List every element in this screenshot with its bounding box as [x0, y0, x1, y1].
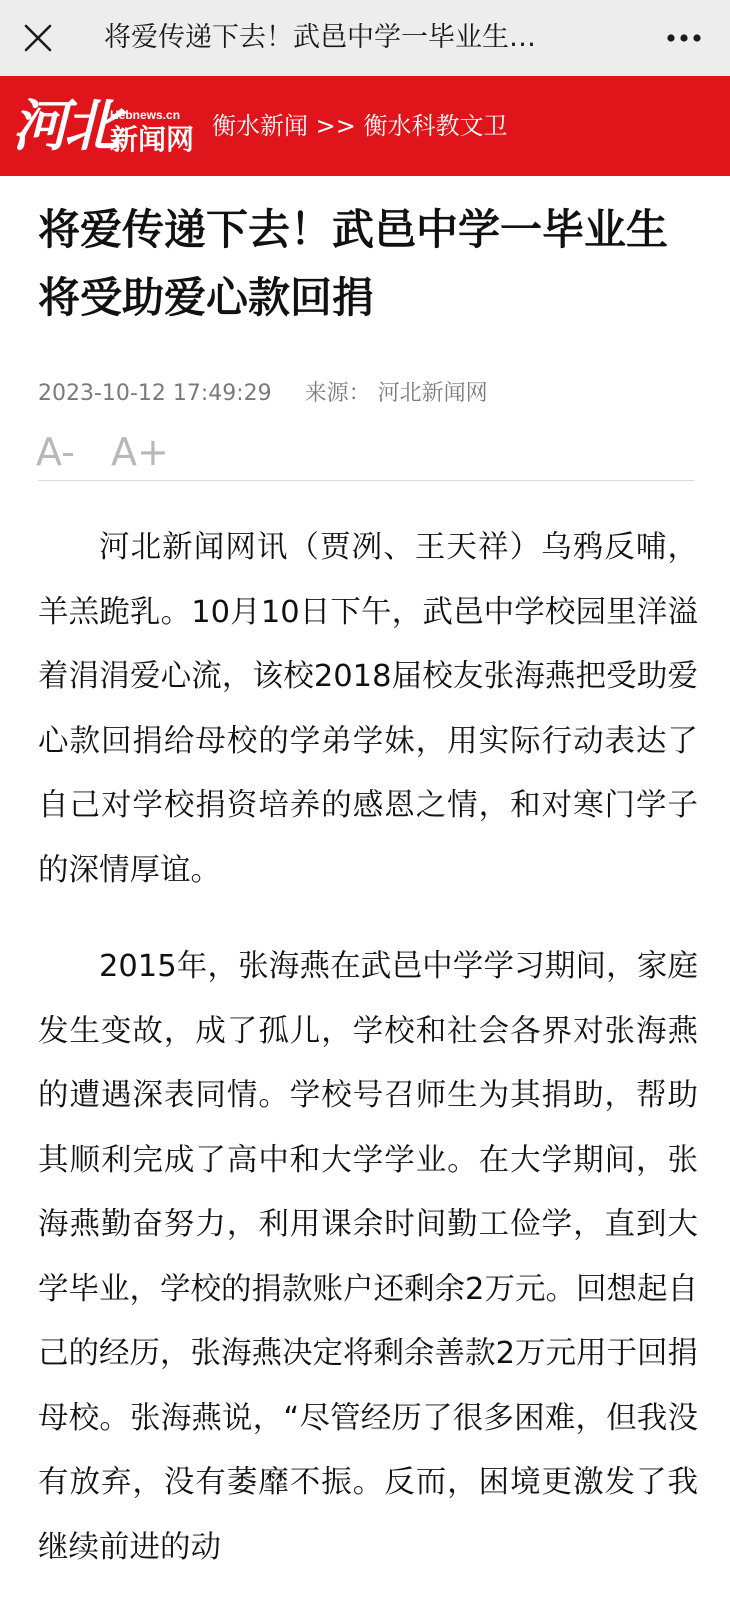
logo-hebei-text: 河北: [12, 93, 116, 159]
divider: [38, 480, 694, 481]
page-title: 将爱传递下去！武邑中学一毕业生…: [104, 22, 536, 53]
logo-name: 新闻网: [110, 124, 195, 155]
article-source: 河北新闻网: [377, 381, 488, 406]
article-title: 将爱传递下去！武邑中学一毕业生将受助爱心款回捐: [38, 205, 669, 322]
article-datetime: 2023-10-12 17:49:29: [38, 381, 272, 406]
breadcrumb-item-hengshui-news[interactable]: 衡水新闻: [212, 112, 308, 140]
article-paragraph: 2015年，张海燕在武邑中学学习期间，家庭发生变故，成了孤儿，学校和社会各界对张海燕的遭遇深表同情。学校号召师生为其捐助，帮助其顺利完成了高中和大学学业。在大学期间，张海燕勤奋努力，利用课余时间勤工俭学，直到大学毕业，学校的捐款账户还剩余2万元。回想起自己的经历，张海燕决定将剩余善款2万元用于回捐母校。张海燕说，“尽管经历了很多困难，但我没有放弃，没有萎靡不振。反而，困境更激发了我继续前进的动: [38, 949, 698, 1565]
site-header: [0, 76, 730, 176]
site-logo[interactable]: [12, 90, 198, 164]
font-increase-button[interactable]: A+: [110, 430, 169, 474]
logo-domain: Hebnews.cn: [110, 108, 181, 122]
font-decrease-button[interactable]: A-: [36, 430, 75, 474]
close-button[interactable]: [14, 14, 62, 62]
browser-top-bar: [0, 0, 730, 76]
font-size-controls: [36, 428, 169, 476]
breadcrumb: [212, 108, 508, 144]
breadcrumb-separator: >>: [315, 112, 356, 140]
breadcrumb-item-hengshui-education[interactable]: 衡水科教文卫: [363, 112, 508, 140]
article-body: [38, 516, 698, 1612]
source-label: 来源：: [304, 381, 371, 406]
more-button[interactable]: [656, 14, 712, 62]
close-icon: [23, 23, 53, 53]
article-meta: [38, 376, 488, 412]
article-paragraph: 河北新闻网讯（贾冽、王天祥）乌鸦反哺，羊羔跪乳。10月10日下午，武邑中学校园里洋溢着涓涓爱心流，该校2018届校友张海燕把受助爱心款回捐给母校的学弟学妹，用实际行动表达了自己对学校捐资培养的感恩之情，和对寒门学子的深情厚谊。: [38, 530, 698, 888]
more-icon: [666, 33, 702, 43]
